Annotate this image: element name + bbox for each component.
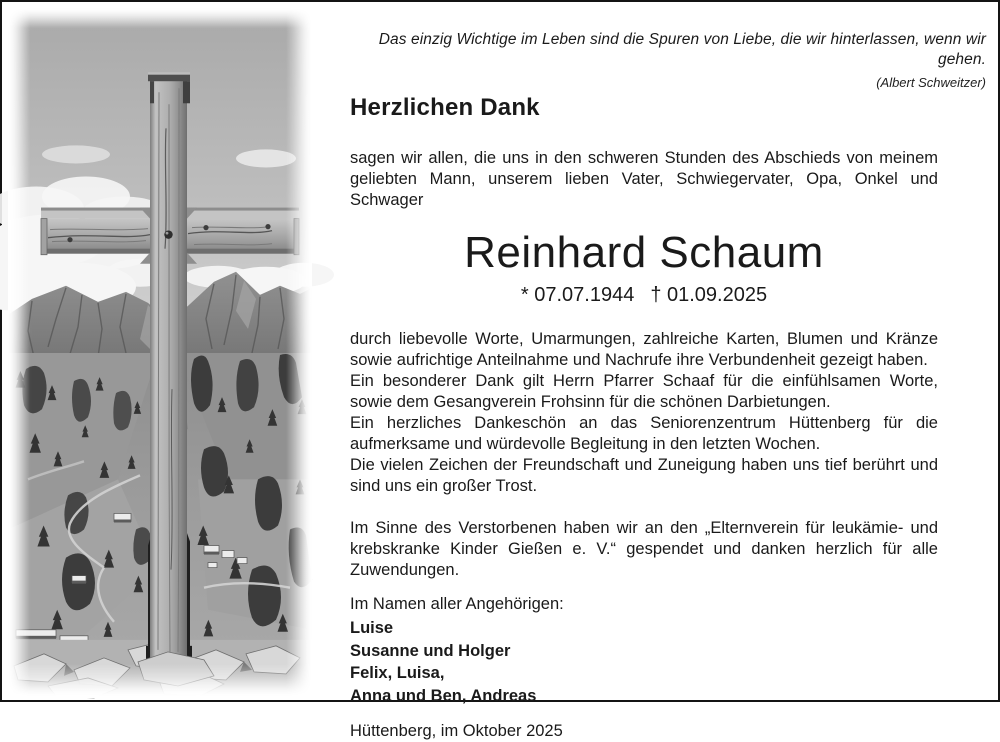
- family-name: Anna und Ben, Andreas: [350, 686, 537, 705]
- family-name: Susanne und Holger: [350, 641, 511, 660]
- heading: Herzlichen Dank: [350, 94, 540, 121]
- quote-attribution: (Albert Schweitzer): [876, 75, 986, 90]
- birth-date: * 07.07.1944: [520, 284, 635, 306]
- family-names: [350, 617, 938, 707]
- intro-paragraph: sagen wir allen, die uns in den schweren Stunden des Abschieds von meinem geliebten Mann, unserem lieben Vater, Schwiegervater, Opa, Onkel und Schwager: [350, 149, 938, 209]
- life-dates: [350, 283, 938, 307]
- summit-cross-photo-art: [8, 8, 312, 698]
- deceased-name: Reinhard Schaum: [464, 228, 824, 277]
- cross-vertical-beam: [148, 72, 190, 660]
- family-intro: Im Namen aller Angehörigen:: [350, 595, 564, 613]
- summit-cross-photo: [8, 8, 312, 698]
- quote-text: Das einzig Wichtige im Leben sind die Spuren von Liebe, die wir hinterlassen, wenn wir gehen.: [378, 31, 986, 68]
- thanks-line: Ein herzliches Dankeschön an das Seniorenzentrum Hüttenberg für die aufmerksame und würdevolle Begleitung in den letzten Wochen.: [350, 414, 938, 453]
- thanks-line: Die vielen Zeichen der Freundschaft und Zuneigung haben uns tief berührt und sind uns ein großer Trost.: [350, 456, 938, 495]
- place-date: Hüttenberg, im Oktober 2025: [350, 722, 563, 740]
- thanks-block: [350, 329, 938, 497]
- thanks-line: Ein besonderer Dank gilt Herrn Pfarrer Schaaf für die einfühlsamen Worte, sowie dem Gesangverein Frohsinn für die schönen Darbietungen.: [350, 372, 938, 411]
- family-name: Luise: [350, 619, 394, 637]
- donation-paragraph: Im Sinne des Verstorbenen haben wir an den „Elternverein für leukämie- und krebskranke Kinder Gießen e. V.“ gespendet und danken herzlich für alle Zuwendungen.: [350, 519, 938, 579]
- thanks-line: durch liebevolle Worte, Umarmungen, zahlreiche Karten, Blumen und Kränze sowie aufrichtige Anteilnahme und Nachrufe ihre Verbundenheit gezeigt haben.: [350, 330, 938, 369]
- family-name: Felix, Luisa,: [350, 664, 445, 682]
- death-date: † 01.09.2025: [650, 284, 768, 306]
- notice-content: [350, 2, 938, 742]
